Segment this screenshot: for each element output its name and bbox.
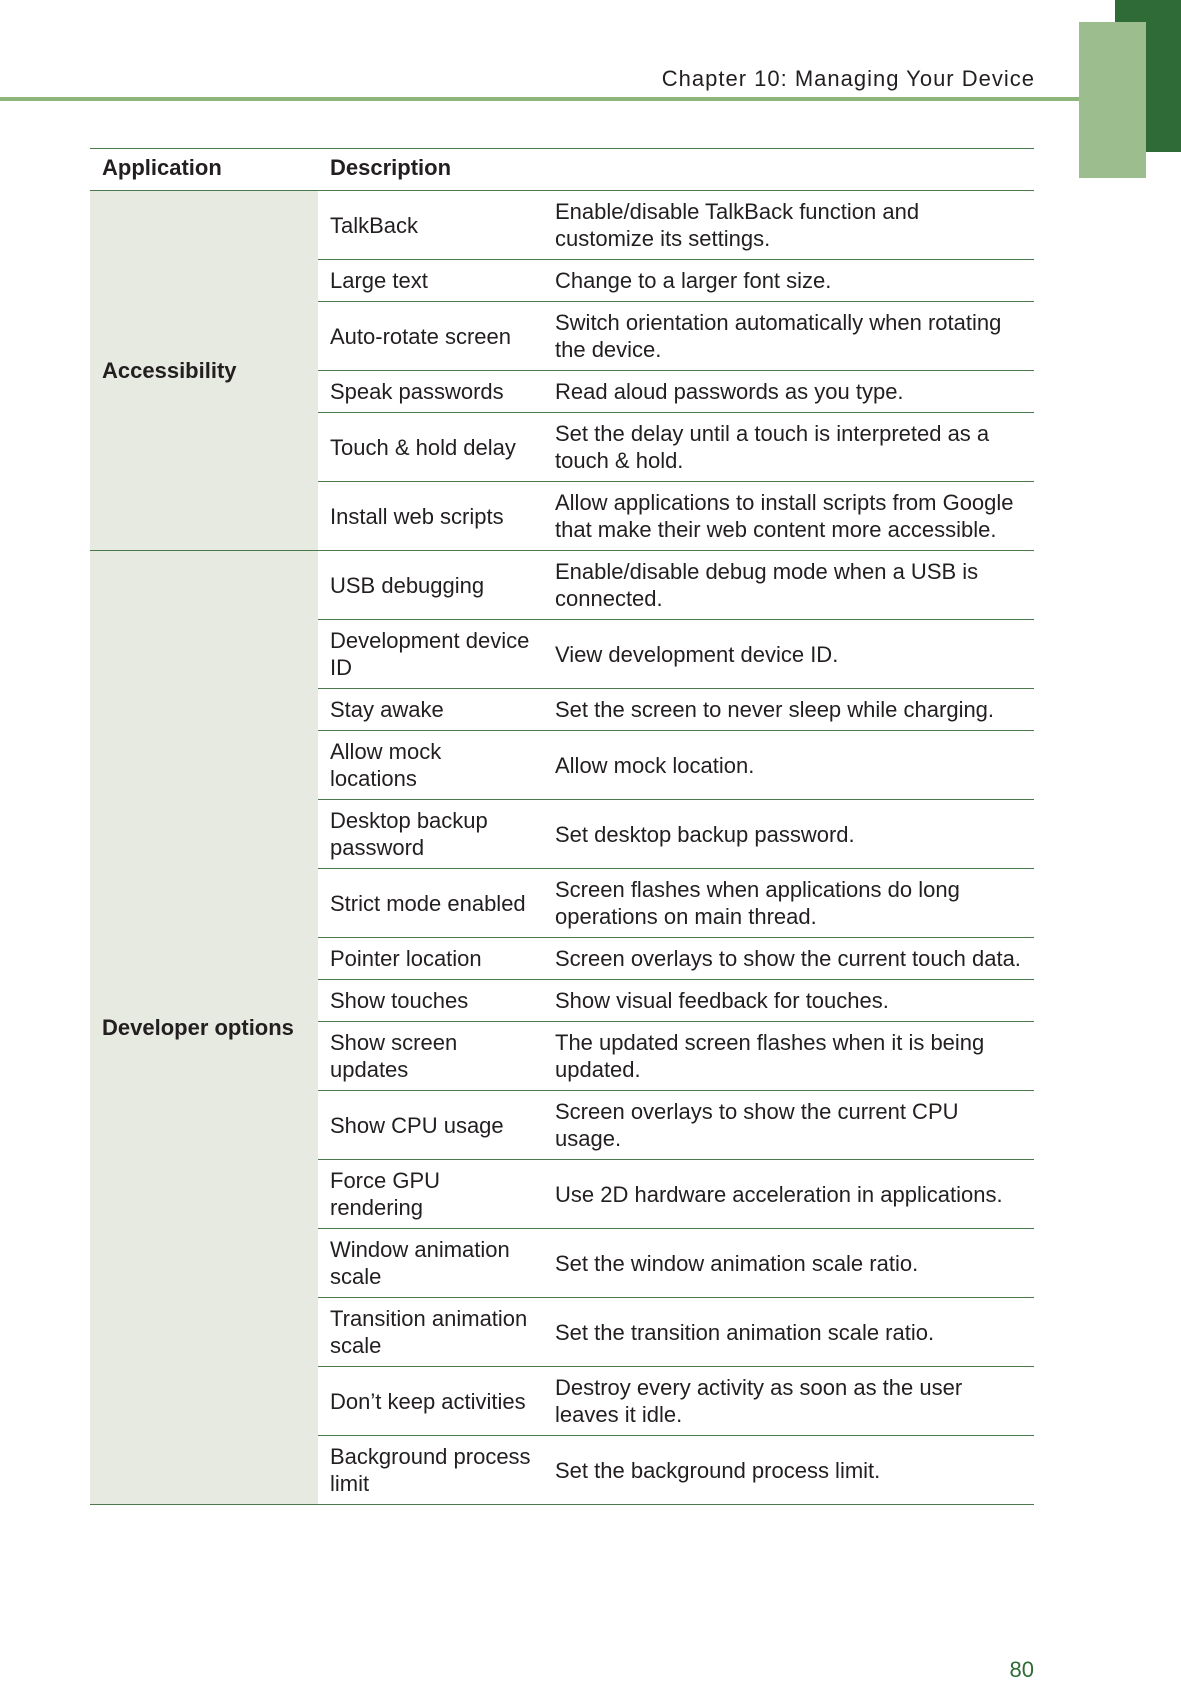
setting-description: Screen overlays to show the current touch data. [543,938,1034,980]
setting-description: Screen overlays to show the current CPU usage. [543,1091,1034,1160]
table-row [90,191,1034,260]
setting-description: Use 2D hardware acceleration in applications. [543,1160,1034,1229]
setting-name: Background process limit [318,1436,543,1505]
settings-table [90,148,1034,1505]
setting-name: Force GPU rendering [318,1160,543,1229]
setting-description: The updated screen flashes when it is being updated. [543,1022,1034,1091]
setting-name: Don’t keep activities [318,1367,543,1436]
chapter-header: Chapter 10: Managing Your Device [661,66,1035,91]
setting-name: Show CPU usage [318,1091,543,1160]
setting-description: Enable/disable debug mode when a USB is connected. [543,551,1034,620]
setting-name: Install web scripts [318,482,543,551]
setting-name: Auto-rotate screen [318,302,543,371]
group-cell-developer-options: Developer options [90,551,318,1505]
setting-description: Set desktop backup password. [543,800,1034,869]
setting-description: View development device ID. [543,620,1034,689]
group-cell-accessibility: Accessibility [90,191,318,551]
setting-description: Enable/disable TalkBack function and customize its settings. [543,191,1034,260]
setting-name: Large text [318,260,543,302]
setting-description: Change to a larger font size. [543,260,1034,302]
setting-description: Set the background process limit. [543,1436,1034,1505]
setting-name: Pointer location [318,938,543,980]
setting-description: Set the screen to never sleep while charging. [543,689,1034,731]
setting-name: Strict mode enabled [318,869,543,938]
setting-description: Screen flashes when applications do long operations on main thread. [543,869,1034,938]
setting-name: Transition animation scale [318,1298,543,1367]
setting-description: Set the delay until a touch is interpreted as a touch & hold. [543,413,1034,482]
setting-description: Set the transition animation scale ratio. [543,1298,1034,1367]
setting-name: TalkBack [318,191,543,260]
setting-name: Allow mock locations [318,731,543,800]
setting-name: Show screen updates [318,1022,543,1091]
column-header-description: Description [318,149,1034,191]
table-row [90,551,1034,620]
setting-name: USB debugging [318,551,543,620]
setting-description: Allow mock location. [543,731,1034,800]
setting-description: Switch orientation automatically when rotating the device. [543,302,1034,371]
setting-name: Touch & hold delay [318,413,543,482]
setting-name: Development device ID [318,620,543,689]
setting-name: Desktop backup password [318,800,543,869]
table-header-row [90,149,1034,191]
page-number: 80 [1009,1657,1034,1682]
setting-description: Show visual feedback for touches. [543,980,1034,1022]
chapter-tab-light [1079,22,1146,178]
header-rule [0,97,1079,101]
setting-description: Set the window animation scale ratio. [543,1229,1034,1298]
setting-description: Destroy every activity as soon as the user leaves it idle. [543,1367,1034,1436]
setting-description: Allow applications to install scripts from Google that make their web content more accessible. [543,482,1034,551]
setting-name: Speak passwords [318,371,543,413]
column-header-application: Application [90,149,318,191]
setting-name: Window animation scale [318,1229,543,1298]
setting-name: Show touches [318,980,543,1022]
setting-description: Read aloud passwords as you type. [543,371,1034,413]
setting-name: Stay awake [318,689,543,731]
